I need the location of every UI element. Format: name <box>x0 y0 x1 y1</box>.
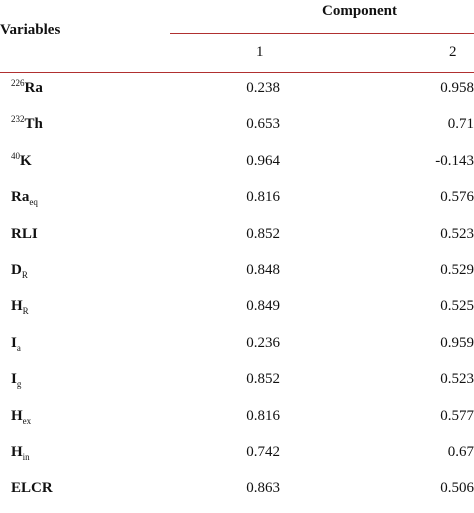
variable-cell <box>11 226 38 243</box>
header-divider <box>0 72 474 73</box>
component-1-value: 0.238 <box>246 80 280 96</box>
component-2-value: -0.143 <box>435 152 474 169</box>
variable-subscript: ex <box>22 415 32 426</box>
component-1-value: 0.852 <box>246 371 280 388</box>
variable-name: I <box>11 371 17 388</box>
component-divider <box>170 33 474 34</box>
component-2-value: 0.576 <box>440 189 474 206</box>
variables-header: Variables <box>0 22 61 38</box>
table-row <box>0 444 474 464</box>
component-header: Component <box>322 3 398 19</box>
component-2-value: 0.506 <box>440 480 474 497</box>
component-2-value: 0.525 <box>440 298 474 315</box>
component-2-value: 0.959 <box>440 334 474 351</box>
table-row <box>0 80 474 100</box>
variable-cell <box>11 189 38 206</box>
component-1-value: 0.863 <box>246 480 280 497</box>
table-row <box>0 298 474 318</box>
table-row <box>0 335 474 355</box>
table-row <box>0 371 474 391</box>
variable-subscript: in <box>22 452 30 462</box>
variable-cell <box>11 298 29 315</box>
variable-subscript: a <box>16 342 21 353</box>
component-2-value: 0.529 <box>440 262 474 278</box>
component-2-value: 0.577 <box>440 407 474 424</box>
variable-name: H <box>11 407 23 424</box>
variable-name: Ra <box>24 80 43 96</box>
variable-subscript: R <box>21 270 28 280</box>
variable-cell <box>11 116 43 133</box>
component-1-value: 0.852 <box>246 225 280 242</box>
variable-cell <box>11 444 30 461</box>
isotope-mass-number: 226 <box>11 78 25 88</box>
variable-cell <box>11 480 53 497</box>
variable-name: D <box>11 262 22 278</box>
variable-cell <box>11 408 31 425</box>
isotope-mass-number: 40 <box>11 150 20 161</box>
variable-cell <box>11 335 21 352</box>
table-row <box>0 262 474 282</box>
variable-name: I <box>11 334 17 351</box>
variable-name: Ra <box>11 189 30 206</box>
variable-name: H <box>11 444 23 460</box>
component-1-header: 1 <box>256 44 264 60</box>
component-1-value: 0.236 <box>246 334 280 351</box>
component-1-value: 0.653 <box>246 116 280 133</box>
table-row <box>0 408 474 428</box>
variable-cell <box>11 80 43 97</box>
variable-subscript: eq <box>29 197 38 208</box>
variable-name: Th <box>24 116 43 133</box>
component-2-value: 0.71 <box>447 116 474 133</box>
component-2-value: 0.67 <box>447 444 474 460</box>
table-row <box>0 150 474 173</box>
variable-subscript: g <box>16 379 22 390</box>
table-row <box>0 189 474 209</box>
table-row <box>0 116 474 136</box>
component-2-value: 0.958 <box>440 80 474 96</box>
variable-name: ELCR <box>11 480 53 497</box>
component-1-value: 0.816 <box>246 407 280 424</box>
table-row <box>0 226 474 246</box>
component-2-value: 0.523 <box>440 371 474 388</box>
component-1-value: 0.816 <box>246 189 280 206</box>
variable-cell <box>11 371 21 388</box>
component-2-value: 0.523 <box>440 225 474 242</box>
variable-cell <box>11 150 32 170</box>
variable-name: H <box>11 298 23 315</box>
variable-subscript: R <box>22 306 29 317</box>
variable-name: K <box>20 152 32 169</box>
component-1-value: 0.964 <box>246 152 280 169</box>
component-2-header: 2 <box>449 44 457 60</box>
component-1-value: 0.848 <box>246 262 280 278</box>
component-1-value: 0.742 <box>246 444 280 460</box>
component-1-value: 0.849 <box>246 298 280 315</box>
table-row <box>0 480 474 500</box>
variable-name: RLI <box>11 225 38 242</box>
variable-cell <box>11 262 28 279</box>
isotope-mass-number: 232 <box>11 114 25 125</box>
